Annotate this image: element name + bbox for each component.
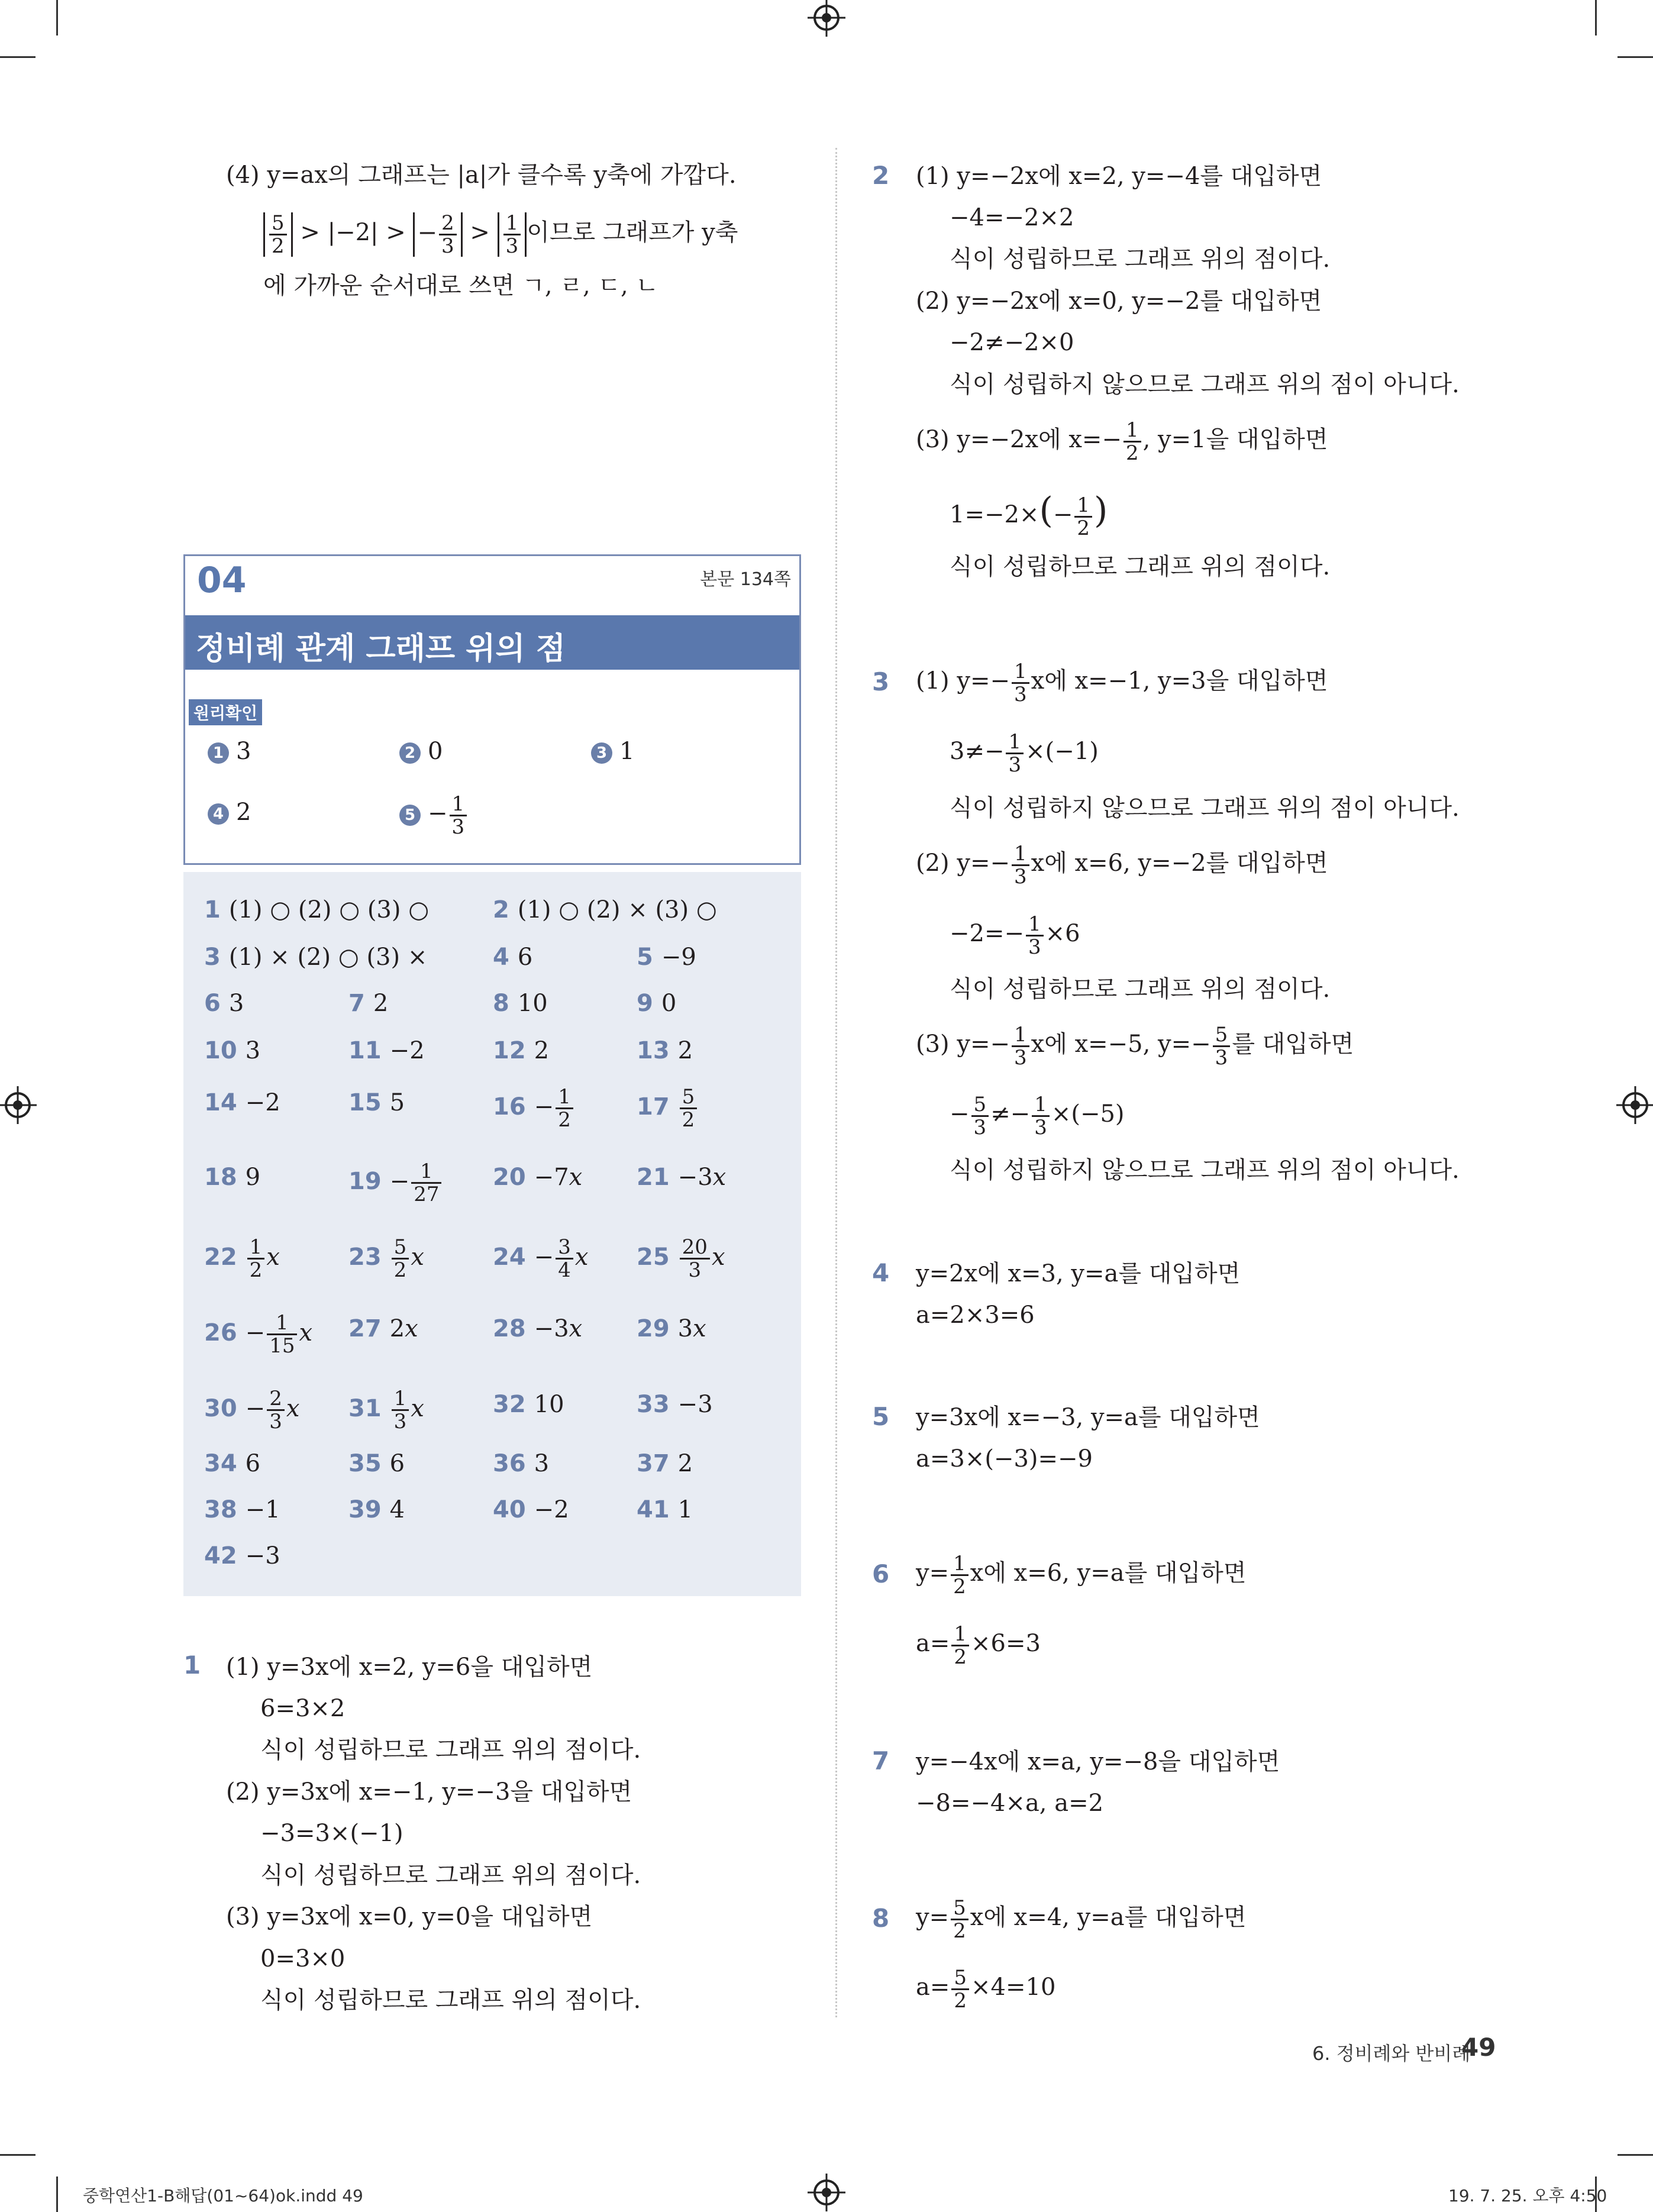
answer-value: 10 — [534, 1391, 564, 1418]
principle-item: 4 2 — [208, 796, 251, 829]
answer-item — [493, 1493, 569, 1546]
answer-item — [637, 1236, 725, 1290]
answer-number: 35 — [348, 1450, 382, 1477]
answer-number: 36 — [493, 1450, 526, 1477]
solution-line: −3=3×(−1) — [260, 1820, 403, 1847]
solution-line: 1=−2×(− $\frac{1}{2}$ ) — [950, 490, 1108, 540]
answer-value: $\frac{20}{3}$ x — [678, 1244, 725, 1271]
answer-number: 41 — [637, 1496, 670, 1523]
answer-item — [204, 1236, 280, 1290]
answer-value: 6 — [389, 1450, 405, 1477]
answer-number: 15 — [348, 1089, 382, 1116]
solution-number: 7 — [872, 1746, 890, 1775]
solution-number: 4 — [872, 1258, 890, 1287]
answer-value: 3x — [677, 1315, 706, 1342]
answer-item — [348, 1388, 424, 1441]
crop-mark — [56, 0, 58, 35]
answer-value: −3x — [677, 1164, 727, 1191]
answer-value: −2 — [389, 1037, 425, 1064]
answer-item — [204, 1086, 280, 1139]
solution-line: −2≠−2×0 — [950, 329, 1074, 356]
answer-value: $\frac{1}{2}$ x — [246, 1244, 280, 1271]
answer-item — [348, 1493, 405, 1546]
solution-line: 식이 성립하므로 그래프 위의 점이다. — [260, 1736, 641, 1764]
paragraph-line: 에 가까운 순서대로 쓰면 ㄱ, ㄹ, ㄷ, ㄴ — [263, 272, 659, 299]
answer-number: 13 — [637, 1037, 670, 1064]
answer-value: − $\frac{2}{3}$ x — [245, 1387, 300, 1433]
answer-item — [348, 1086, 405, 1139]
answer-number: 20 — [493, 1164, 526, 1191]
answer-number: 19 — [348, 1167, 382, 1195]
answer-number: 34 — [204, 1450, 237, 1477]
solution-line: 식이 성립하므로 그래프 위의 점이다. — [260, 1987, 641, 2014]
answer-number: 22 — [204, 1243, 237, 1271]
answer-value: 9 — [245, 1164, 261, 1191]
answer-item — [348, 1034, 425, 1087]
crop-mark — [1618, 2154, 1653, 2156]
solution-line: 식이 성립하지 않으므로 그래프 위의 점이 아니다. — [950, 1157, 1460, 1184]
answer-number: 7 — [348, 990, 365, 1017]
answer-value: (1) ○ (2) ○ (3) ○ — [228, 896, 430, 923]
answer-value: − $\frac{1}{27}$ — [390, 1168, 444, 1195]
solution-number: 2 — [872, 161, 890, 190]
answer-number: 14 — [204, 1089, 237, 1116]
solution-line: −4=−2×2 — [950, 204, 1074, 231]
answer-item — [493, 1236, 588, 1290]
answer-item — [204, 1034, 260, 1087]
answer-number: 4 — [493, 944, 509, 971]
solution-line: y= $\frac{5}{2}$ x에 x=4, y=a를 대입하면 — [916, 1895, 1247, 1943]
answer-value: 2 — [534, 1037, 550, 1064]
answer-value: −3 — [677, 1391, 713, 1418]
chapter-label: 6. 정비례와 반비례 — [1312, 2042, 1471, 2065]
answer-number: 40 — [493, 1496, 526, 1523]
answer-item — [204, 941, 427, 994]
answer-item — [204, 1447, 260, 1500]
file-name: 중학연산1-B해답(01~64)ok.indd 49 — [83, 2186, 363, 2205]
answer-item — [493, 1312, 582, 1365]
circle-5-icon: 5 — [399, 805, 421, 826]
solution-line: (3) y=− $\frac{1}{3}$ x에 x=−5, y=− $\frac{5}{3}$ 를 대입하면 — [916, 1022, 1354, 1070]
answer-item — [637, 1447, 693, 1500]
answer-item — [637, 1493, 693, 1546]
answer-number: 21 — [637, 1164, 670, 1191]
registration-mark-icon — [813, 5, 840, 31]
answer-value: 2x — [389, 1315, 418, 1342]
answer-number: 39 — [348, 1496, 382, 1523]
answer-value: −9 — [661, 944, 696, 971]
answer-value: 0 — [661, 990, 677, 1017]
answer-value: $\frac{5}{2}$ — [678, 1093, 699, 1120]
crop-mark — [1595, 0, 1597, 35]
answer-value: 6 — [245, 1450, 261, 1477]
section-header — [185, 615, 799, 670]
print-timestamp: 19. 7. 25. 오후 4:50 — [1448, 2186, 1607, 2205]
section-title: 정비례 관계 그래프 위의 점 — [196, 631, 566, 667]
paragraph-line: (4) y=ax의 그래프는 |a|가 클수록 y축에 가깝다. — [226, 162, 737, 189]
answer-number: 6 — [204, 990, 221, 1017]
answer-item — [637, 941, 696, 994]
answer-item — [204, 893, 429, 947]
solution-number: 3 — [872, 667, 890, 696]
registration-mark-icon — [1622, 1092, 1648, 1118]
answer-value: 3 — [228, 990, 244, 1017]
answer-number: 5 — [637, 944, 653, 971]
answer-item — [637, 987, 676, 1040]
answer-number: 30 — [204, 1394, 237, 1422]
solution-line: (1) y=−2x에 x=2, y=−4를 대입하면 — [916, 163, 1322, 190]
solution-number: 5 — [872, 1402, 890, 1431]
paragraph-line: 이므로 그래프가 y축 — [527, 219, 738, 246]
answer-value: 4 — [389, 1496, 405, 1523]
answer-number: 1 — [204, 896, 221, 923]
section-box — [183, 554, 801, 865]
answer-item — [348, 1312, 418, 1365]
answer-value: −3x — [534, 1315, 583, 1342]
answer-item — [493, 1161, 582, 1214]
answer-number: 10 — [204, 1037, 237, 1064]
principle-badge: 원리확인 — [189, 699, 262, 725]
solution-line: (2) y=− $\frac{1}{3}$ x에 x=6, y=−2를 대입하면 — [916, 841, 1328, 889]
answer-item — [204, 1539, 280, 1593]
solution-line: 0=3×0 — [260, 1945, 346, 1972]
answer-value: − $\frac{1}{2}$ — [534, 1093, 575, 1120]
answer-value: (1) × (2) ○ (3) × — [228, 944, 428, 971]
principle-item: 3 1 — [591, 735, 634, 768]
answer-value: 6 — [517, 944, 533, 971]
solution-line: a= $\frac{5}{2}$ ×4=10 — [916, 1965, 1056, 2013]
solution-line: a=3×(−3)=−9 — [916, 1445, 1093, 1472]
answer-value: −3 — [245, 1542, 280, 1570]
circle-2-icon: 2 — [399, 742, 421, 764]
solution-line: −2=− $\frac{1}{3}$ ×6 — [950, 912, 1080, 959]
answer-value: − $\frac{3}{4}$ x — [534, 1235, 589, 1282]
answer-number: 29 — [637, 1315, 670, 1342]
answer-value: 3 — [245, 1037, 261, 1064]
answer-item — [204, 1493, 280, 1546]
answer-number: 9 — [637, 990, 653, 1017]
crop-mark — [0, 2154, 35, 2156]
solution-line: (1) y=3x에 x=2, y=6을 대입하면 — [226, 1654, 593, 1681]
answer-number: 24 — [493, 1243, 526, 1271]
answer-number: 37 — [637, 1450, 670, 1477]
principle-item: 2 0 — [399, 735, 443, 768]
registration-mark-icon — [813, 2179, 840, 2205]
answer-value: 2 — [677, 1037, 693, 1064]
answer-value: 2 — [677, 1450, 693, 1477]
circle-1-icon: 1 — [208, 742, 229, 764]
solution-line: 6=3×2 — [260, 1695, 346, 1722]
answer-number: 25 — [637, 1243, 670, 1271]
answer-number: 42 — [204, 1542, 237, 1570]
crop-mark — [0, 56, 35, 58]
solution-line: (2) y=−2x에 x=0, y=−2를 대입하면 — [916, 288, 1322, 315]
principle-item: 5 − $\frac{1}{3}$ — [399, 787, 469, 840]
answer-item — [493, 1034, 549, 1087]
solution-line: (2) y=3x에 x=−1, y=−3을 대입하면 — [226, 1778, 632, 1806]
circle-4-icon: 4 — [208, 803, 229, 825]
answer-number: 28 — [493, 1315, 526, 1342]
principle-item: 1 3 — [208, 735, 251, 768]
answer-value: 2 — [373, 990, 389, 1017]
answer-value: −1 — [245, 1496, 280, 1523]
answer-value: −7x — [534, 1164, 583, 1191]
answer-item — [348, 1161, 443, 1214]
solution-line: 3≠− $\frac{1}{3}$ ×(−1) — [950, 729, 1099, 777]
solution-line: 식이 성립하지 않으므로 그래프 위의 점이 아니다. — [950, 795, 1460, 822]
solution-line: (3) y=3x에 x=0, y=0을 대입하면 — [226, 1903, 593, 1930]
answer-value: −2 — [534, 1496, 569, 1523]
answer-item — [493, 987, 548, 1040]
answer-item — [493, 1447, 549, 1500]
answer-item — [637, 1086, 699, 1139]
solution-line: 식이 성립하지 않으므로 그래프 위의 점이 아니다. — [950, 371, 1460, 398]
answer-value: $\frac{1}{3}$ x — [390, 1395, 424, 1422]
answer-item — [348, 1447, 405, 1500]
answer-item — [493, 893, 717, 947]
solution-line: a= $\frac{1}{2}$ ×6=3 — [916, 1622, 1041, 1669]
answer-item — [204, 987, 244, 1040]
answer-number: 16 — [493, 1093, 526, 1120]
answer-number: 3 — [204, 944, 221, 971]
solution-line: − $\frac{5}{3}$ ≠− $\frac{1}{3}$ ×(−5) — [950, 1092, 1125, 1139]
answer-number: 2 — [493, 896, 509, 923]
answer-value: −2 — [245, 1089, 280, 1116]
answer-number: 38 — [204, 1496, 237, 1523]
answer-number: 33 — [637, 1391, 670, 1418]
answer-item — [348, 1236, 424, 1290]
answer-value: − $\frac{1}{15}$ x — [245, 1311, 313, 1358]
circle-3-icon: 3 — [591, 742, 612, 764]
solution-line: 식이 성립하므로 그래프 위의 점이다. — [950, 246, 1331, 273]
solution-line: −8=−4×a, a=2 — [916, 1790, 1104, 1817]
solution-line: y=−4x에 x=a, y=−8을 대입하면 — [916, 1748, 1280, 1775]
crop-mark — [1618, 56, 1653, 58]
solution-number: 6 — [872, 1559, 890, 1588]
solution-number: 8 — [872, 1904, 890, 1933]
page-reference: 본문 134쪽 — [700, 569, 791, 590]
answer-item — [204, 1161, 260, 1214]
answer-value: (1) ○ (2) × (3) ○ — [517, 896, 717, 923]
answer-item — [493, 941, 532, 994]
answer-number: 32 — [493, 1391, 526, 1418]
answer-item — [493, 1086, 575, 1139]
answer-number: 18 — [204, 1164, 237, 1191]
solution-line: 식이 성립하므로 그래프 위의 점이다. — [260, 1862, 641, 1889]
solution-line: y= $\frac{1}{2}$ x에 x=6, y=a를 대입하면 — [916, 1551, 1247, 1599]
solution-line: (1) y=− $\frac{1}{3}$ x에 x=−1, y=3을 대입하면 — [916, 659, 1328, 706]
answer-value: 10 — [517, 990, 548, 1017]
solution-line: 식이 성립하므로 그래프 위의 점이다. — [950, 553, 1331, 580]
answer-item — [204, 1312, 312, 1365]
answer-value: $\frac{5}{2}$ x — [390, 1244, 424, 1271]
solution-line: 식이 성립하므로 그래프 위의 점이다. — [950, 976, 1331, 1003]
answer-value: 5 — [389, 1089, 405, 1116]
answer-number: 17 — [637, 1093, 670, 1120]
answer-number: 31 — [348, 1394, 382, 1422]
registration-mark-icon — [5, 1092, 31, 1118]
answer-value: 3 — [534, 1450, 550, 1477]
answer-number: 12 — [493, 1037, 526, 1064]
answer-number: 27 — [348, 1315, 382, 1342]
column-divider — [835, 148, 837, 2017]
answer-number: 8 — [493, 990, 509, 1017]
answer-item — [348, 987, 388, 1040]
answer-number: 23 — [348, 1243, 382, 1271]
crop-mark — [56, 2177, 58, 2212]
solution-line: (3) y=−2x에 x=− $\frac{1}{2}$ , y=1을 대입하면 — [916, 418, 1328, 465]
answer-item — [493, 1388, 564, 1441]
answer-number: 26 — [204, 1319, 237, 1346]
answer-value: 1 — [677, 1496, 693, 1523]
answer-item — [637, 1161, 726, 1214]
answer-item — [637, 1312, 706, 1365]
solution-number: 1 — [183, 1651, 201, 1680]
answer-item — [637, 1034, 693, 1087]
solution-line: a=2×3=6 — [916, 1302, 1035, 1329]
answer-item — [204, 1388, 299, 1441]
answer-item — [637, 1388, 713, 1441]
section-number: 04 — [197, 560, 247, 601]
solution-line: y=3x에 x=−3, y=a를 대입하면 — [916, 1404, 1260, 1431]
answer-number: 11 — [348, 1037, 382, 1064]
page-number: 49 — [1461, 2033, 1496, 2062]
solution-line: y=2x에 x=3, y=a를 대입하면 — [916, 1260, 1241, 1287]
abs-value-inequality: $\frac{5}{2}$ > |−2| > − $\frac{2}{3}$ > $\frac{1}{3}$ 이므로 그래프가 y축 — [263, 204, 738, 261]
